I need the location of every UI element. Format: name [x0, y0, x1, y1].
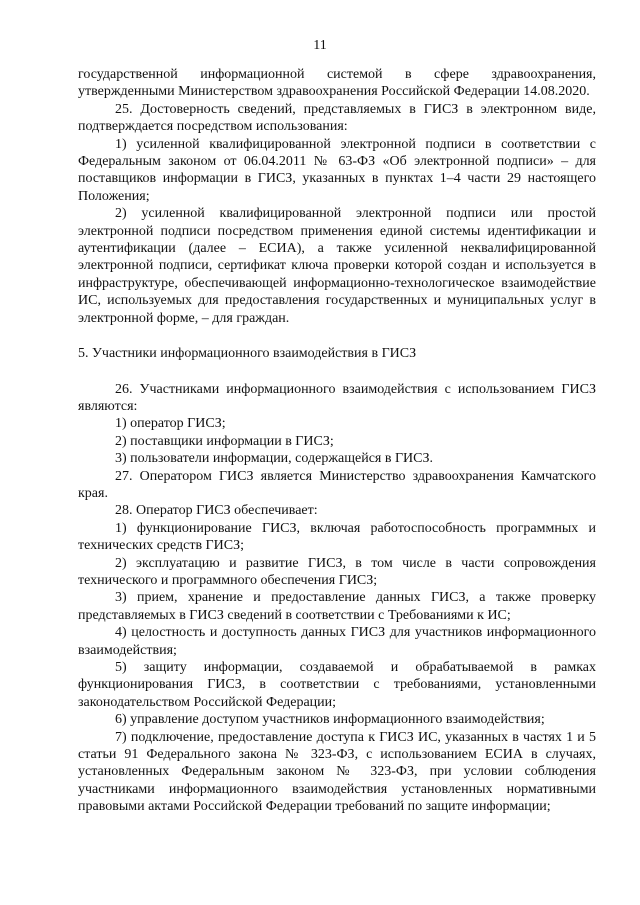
section-heading: 5. Участники информационного взаимодействия в ГИСЗ — [78, 346, 417, 362]
paragraph: 26. Участниками информационного взаимодействия с использованием ГИСЗ являются: — [78, 381, 596, 414]
paragraph: 27. Оператором ГИСЗ является Министерство здравоохранения Камчатского края. — [78, 468, 596, 501]
paragraph: 7) подключение, предоставление доступа к ГИСЗ ИС, указанных в частях 1 и 5 статьи 91 Федерального закона № 323-ФЗ, с использованием ЕСИА в случаях, установленных Федеральным законом № 323-ФЗ, при условии соблюдения участниками информационного взаимодействия установленных нормативными правовыми актами Российской Федерации требований по защите информации; — [78, 729, 596, 815]
paragraph: 3) прием, хранение и предоставление данных ГИСЗ, а также проверку представляемых в ГИСЗ сведений в соответствии с Требованиями к ИС; — [78, 590, 596, 623]
paragraph: 2) усиленной квалифицированной электронной подписи или простой электронной подписи посредством применения единой системы идентификации и аутентификации (далее – ЕСИА), а также усиленной неквалифицированной электронной подписи, сертификат ключа проверки которой создан и используется в инфраструктуре, обеспечивающей информационно-технологическое взаимодействие ИС, используемых для предоставления государственных и муниципальных услуг в электронной форме, – для граждан. — [78, 206, 596, 326]
paragraph: 1) оператор ГИСЗ; — [115, 416, 226, 432]
page-number: 11 — [313, 38, 327, 53]
paragraph: 1) функционирование ГИСЗ, включая работоспособность программных и технических средств ГИСЗ; — [78, 520, 596, 554]
paragraph: 4) целостность и доступность данных ГИСЗ для участников информационного взаимодействия; — [78, 625, 596, 658]
paragraph: 25. Достоверность сведений, представляемых в ГИСЗ в электронном виде, подтверждается посредством использования: — [78, 101, 596, 135]
paragraph: 6) управление доступом участников информационного взаимодействия; — [115, 712, 545, 728]
paragraph: 2) поставщики информации в ГИСЗ; — [115, 433, 334, 449]
paragraph: 1) усиленной квалифицированной электронной подписи в соответствии с Федеральным законом от 06.04.2011 № 63-ФЗ «Об электронной подписи» – для поставщиков информации в ГИСЗ, указанных в пунктах 1–4 части 29 настоящего Положения; — [78, 136, 596, 204]
paragraph: 3) пользователи информации, содержащейся в ГИСЗ. — [115, 451, 434, 467]
paragraph: 2) эксплуатацию и развитие ГИСЗ, в том числе в части сопровождения технического и программного обеспечения ГИСЗ; — [78, 555, 596, 588]
paragraph: государственной информационной системой в сфере здравоохранения, утвержденными Министерством здравоохранения Российской Федерации 14.08.2020. — [78, 67, 596, 100]
paragraph: 5) защиту информации, создаваемой и обрабатываемой в рамках функционирования ГИСЗ, в соответствии с требованиями, установленными законодательством Российской Федерации; — [78, 660, 596, 710]
paragraph: 28. Оператор ГИСЗ обеспечивает: — [115, 503, 318, 519]
document-body — [78, 66, 596, 816]
